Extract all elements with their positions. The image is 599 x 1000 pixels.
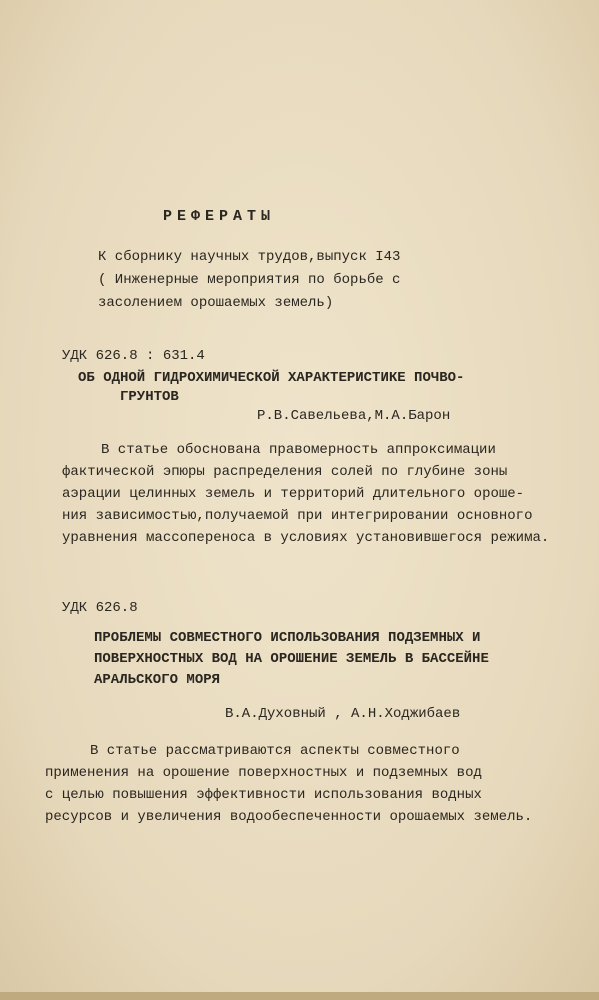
- abstract-1-body-line-1: В статье обоснована правомерность аппроксимации: [101, 442, 496, 458]
- abstract-2-title-line-1: ПРОБЛЕМЫ СОВМЕСТНОГО ИСПОЛЬЗОВАНИЯ ПОДЗЕМНЫХ И: [94, 630, 481, 646]
- abstract-1-body-line-5: уравнения массопереноса в условиях установившегося режима.: [62, 530, 550, 546]
- abstract-1-udk: УДК 626.8 : 631.4: [62, 348, 205, 364]
- abstract-2-body-line-2: применения на орошение поверхностных и подземных вод: [45, 765, 482, 781]
- abstract-2-udk: УДК 626.8: [62, 600, 138, 616]
- collection-line: К сборнику научных трудов,выпуск I43: [98, 249, 401, 265]
- abstract-2-authors: В.А.Духовный , А.Н.Ходжибаев: [225, 706, 461, 722]
- page-title: РЕФЕРАТЫ: [163, 208, 276, 225]
- abstract-2-title-line-3: АРАЛЬСКОГО МОРЯ: [94, 672, 221, 688]
- abstract-1-title-line-2: ГРУНТОВ: [120, 389, 179, 405]
- abstract-1-body-line-3: аэрации целинных земель и территорий длительного ороше-: [62, 486, 525, 502]
- abstract-2-body-line-3: с целью повышения эффективности использования водных: [45, 787, 482, 803]
- subtitle-line-2: засолением орошаемых земель): [98, 295, 334, 311]
- abstract-1-title-line-1: ОБ ОДНОЙ ГИДРОХИМИЧЕСКОЙ ХАРАКТЕРИСТИКЕ ПОЧВО-: [78, 370, 465, 386]
- abstract-1-authors: Р.В.Савельева,М.А.Барон: [257, 408, 451, 424]
- abstract-1-body-line-4: ния зависимостью,получаемой при интегрировании основного: [62, 508, 533, 524]
- abstract-2-title-line-2: ПОВЕРХНОСТНЫХ ВОД НА ОРОШЕНИЕ ЗЕМЕЛЬ В БАССЕЙНЕ: [94, 651, 489, 667]
- abstract-2-body-line-1: В статье рассматриваются аспекты совместного: [90, 743, 460, 759]
- abstract-1-body-line-2: фактической эпюры распределения солей по глубине зоны: [62, 464, 508, 480]
- page-bottom-edge: [0, 992, 599, 1000]
- abstract-2-body-line-4: ресурсов и увеличения водообеспеченности орошаемых земель.: [45, 809, 533, 825]
- subtitle-line-1: ( Инженерные мероприятия по борьбе с: [98, 272, 401, 288]
